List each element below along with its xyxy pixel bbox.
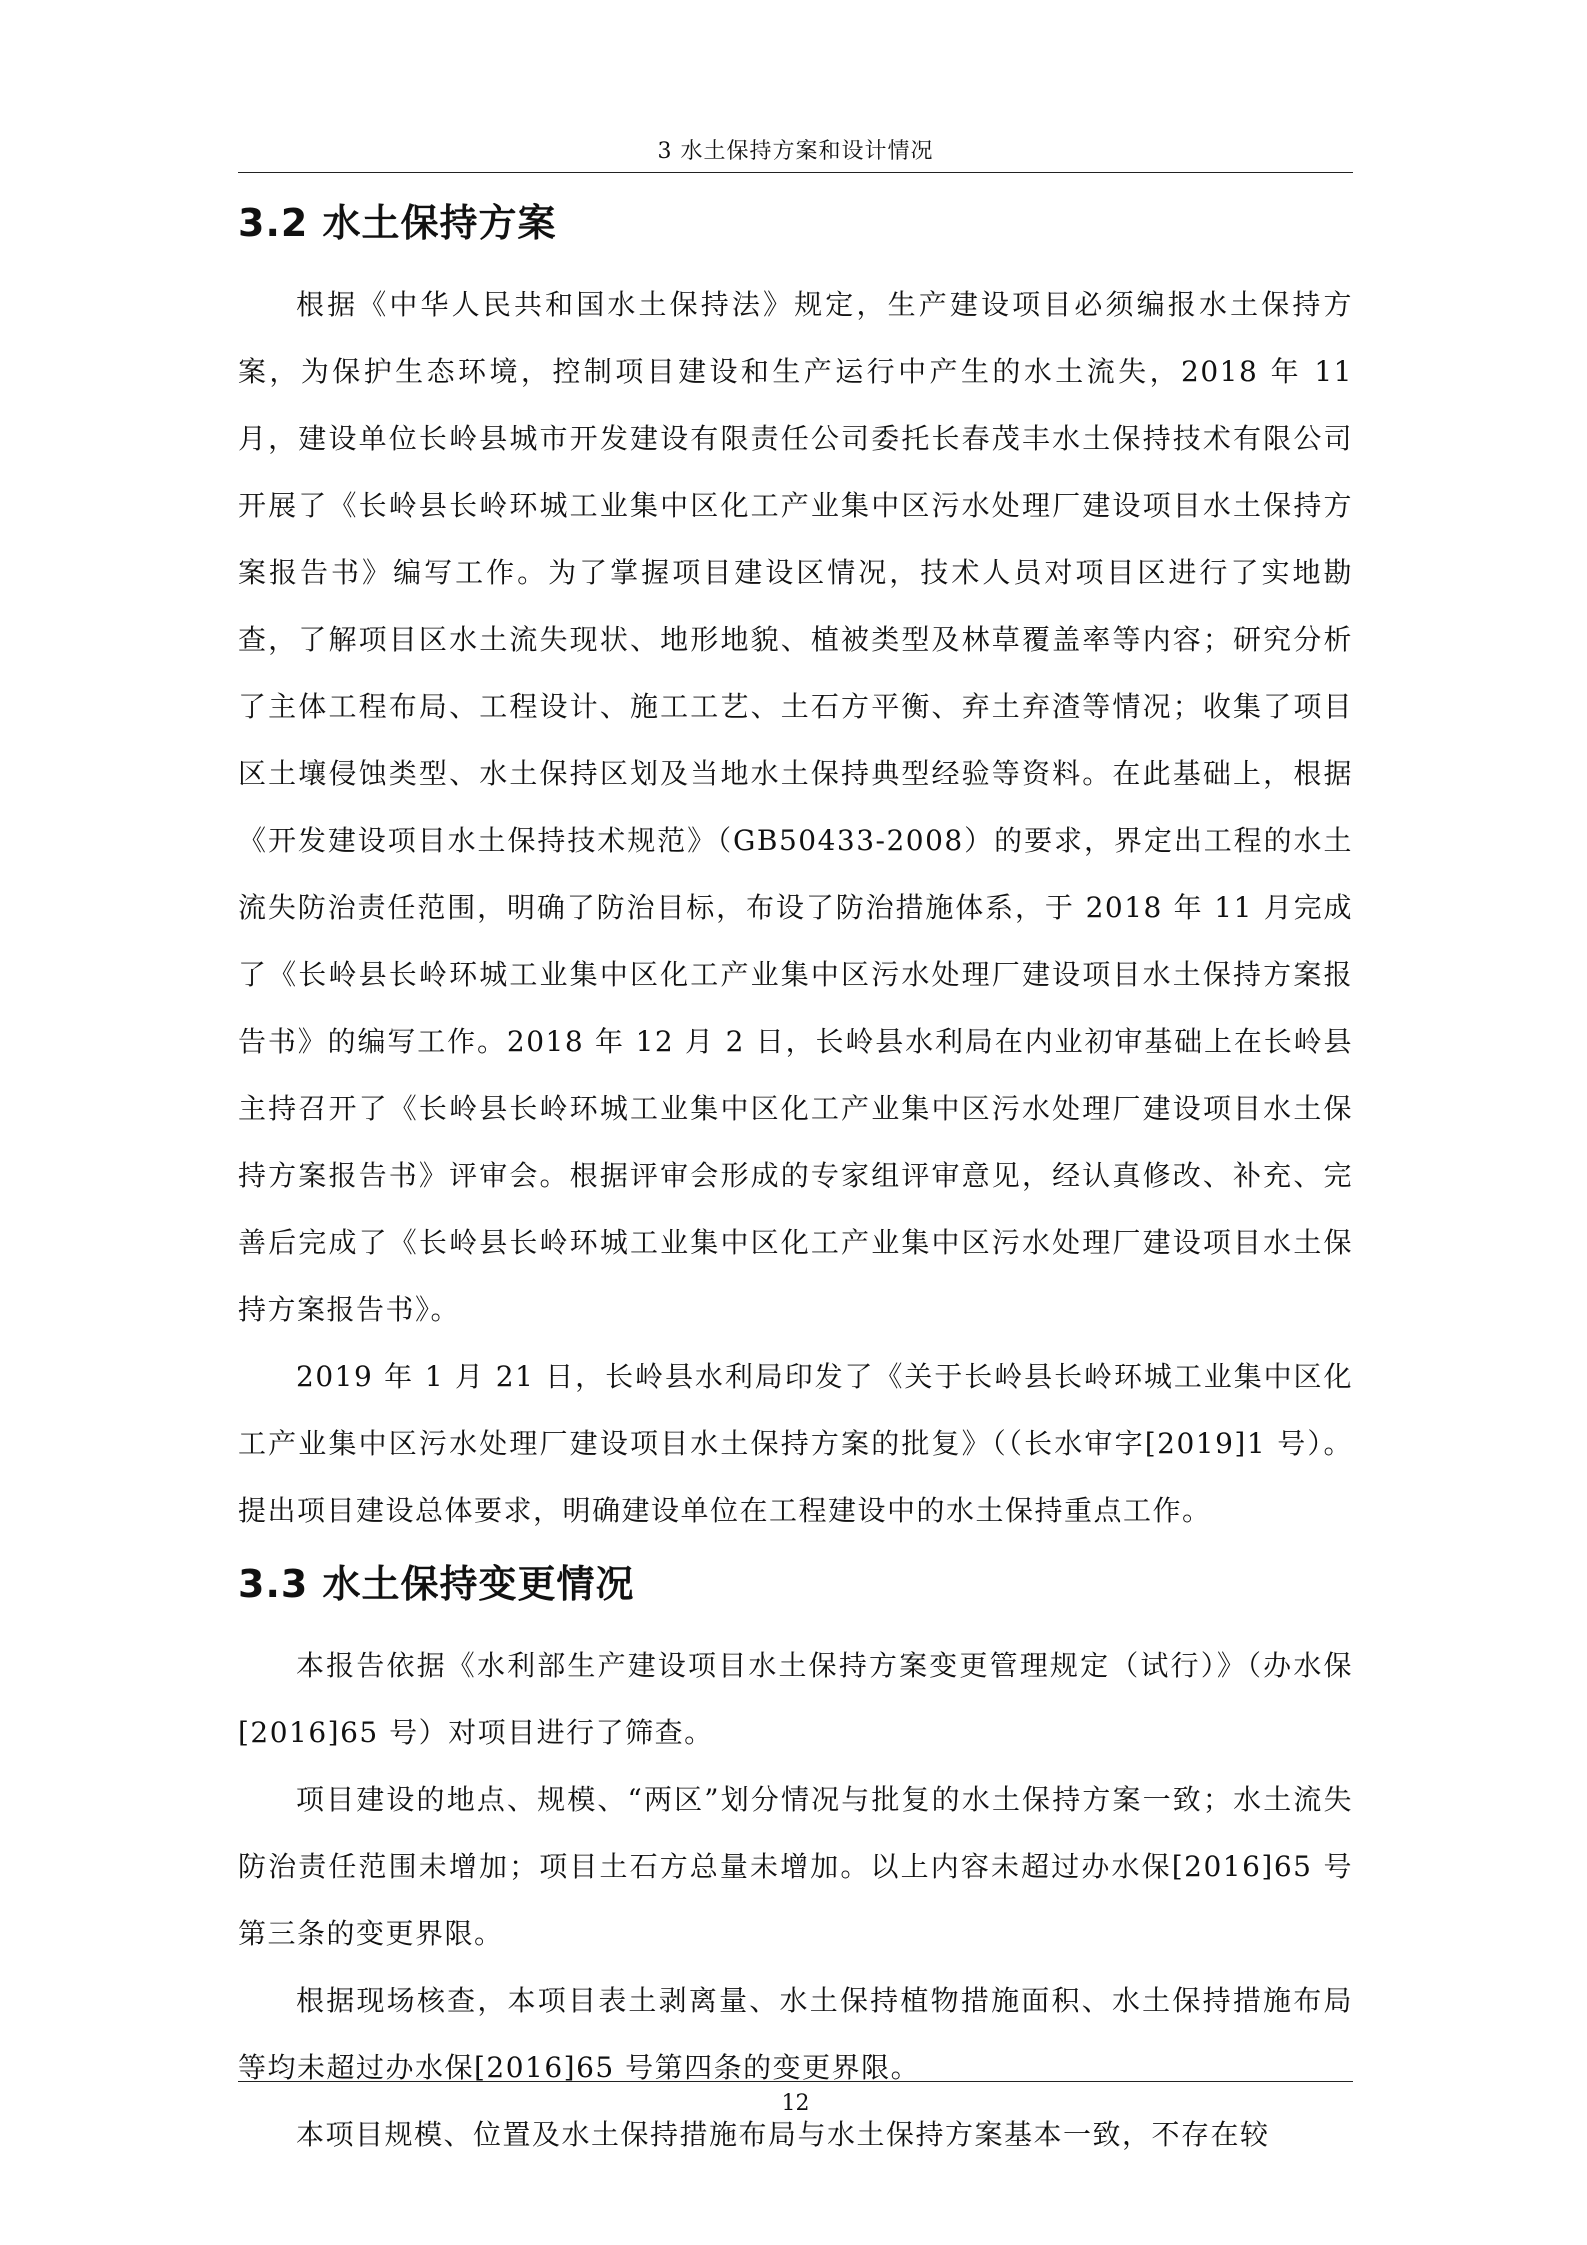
- section-title-3-3: 3.3 水土保持变更情况: [238, 1562, 635, 1606]
- section-title-3-2: 3.2 水土保持方案: [238, 201, 557, 245]
- footer-divider: [238, 2081, 1353, 2082]
- page-number: 12: [781, 2091, 810, 2116]
- page-body: [238, 180, 1353, 2168]
- paragraph-change-basis: 本报告依据《水利部生产建设项目水土保持方案变更管理规定（试行）》（办水保[2016]65 号）对项目进行了筛查。: [238, 1649, 1353, 1749]
- paragraph-change-scope: 项目建设的地点、规模、“两区”划分情况与批复的水土保持方案一致；水土流失防治责任范围未增加；项目土石方总量未增加。以上内容未超过办水保[2016]65 号第三条的变更界限。: [238, 1783, 1353, 1950]
- paragraph-change-conclusion: 本项目规模、位置及水土保持措施布局与水土保持方案基本一致，不存在较: [296, 2118, 1270, 2151]
- paragraph-change-measures: 根据现场核查，本项目表土剥离量、水土保持植物措施面积、水土保持措施布局等均未超过办水保[2016]65 号第四条的变更界限。: [238, 1984, 1353, 2084]
- paragraph-plan-approval: 2019 年 1 月 21 日，长岭县水利局印发了《关于长岭县长岭环城工业集中区化工产业集中区污水处理厂建设项目水土保持方案的批复》（（长水审字[2019]1 号）。提出项目建设总体要求，明确建设单位在工程建设中的水土保持重点工作。: [238, 1360, 1353, 1527]
- paragraph-plan-background: 根据《中华人民共和国水土保持法》规定，生产建设项目必须编报水土保持方案，为保护生态环境，控制项目建设和生产运行中产生的水土流失，2018 年 11 月，建设单位长岭县城市开发建设有限责任公司委托长春茂丰水土保持技术有限公司开展了《长岭县长岭环城工业集中区化工产业集中区污水处理厂建设项目水土保持方案报告书》编写工作。为了掌握项目建设区情况，技术人员对项目区进行了实地勘查，了解项目区水土流失现状、地形地貌、植被类型及林草覆盖率等内容；研究分析了主体工程布局、工程设计、施工工艺、土石方平衡、弃土弃渣等情况；收集了项目区土壤侵蚀类型、水土保持区划及当地水土保持典型经验等资料。在此基础上，根据《开发建设项目水土保持技术规范》（GB50433-2008）的要求，界定出工程的水土流失防治责任范围，明确了防治目标，布设了防治措施体系，于 2018 年 11 月完成了《长岭县长岭环城工业集中区化工产业集中区污水处理厂建设项目水土保持方案报告书》的编写工作。2018 年 12 月 2 日，长岭县水利局在内业初审基础上在长岭县主持召开了《长岭县长岭环城工业集中区化工产业集中区污水处理厂建设项目水土保持方案报告书》评审会。根据评审会形成的专家组评审意见，经认真修改、补充、完善后完成了《长岭县长岭环城工业集中区化工产业集中区污水处理厂建设项目水土保持方案报告书》。: [238, 288, 1353, 1326]
- header-divider: [238, 172, 1353, 173]
- running-header: 3 水土保持方案和设计情况: [657, 139, 934, 164]
